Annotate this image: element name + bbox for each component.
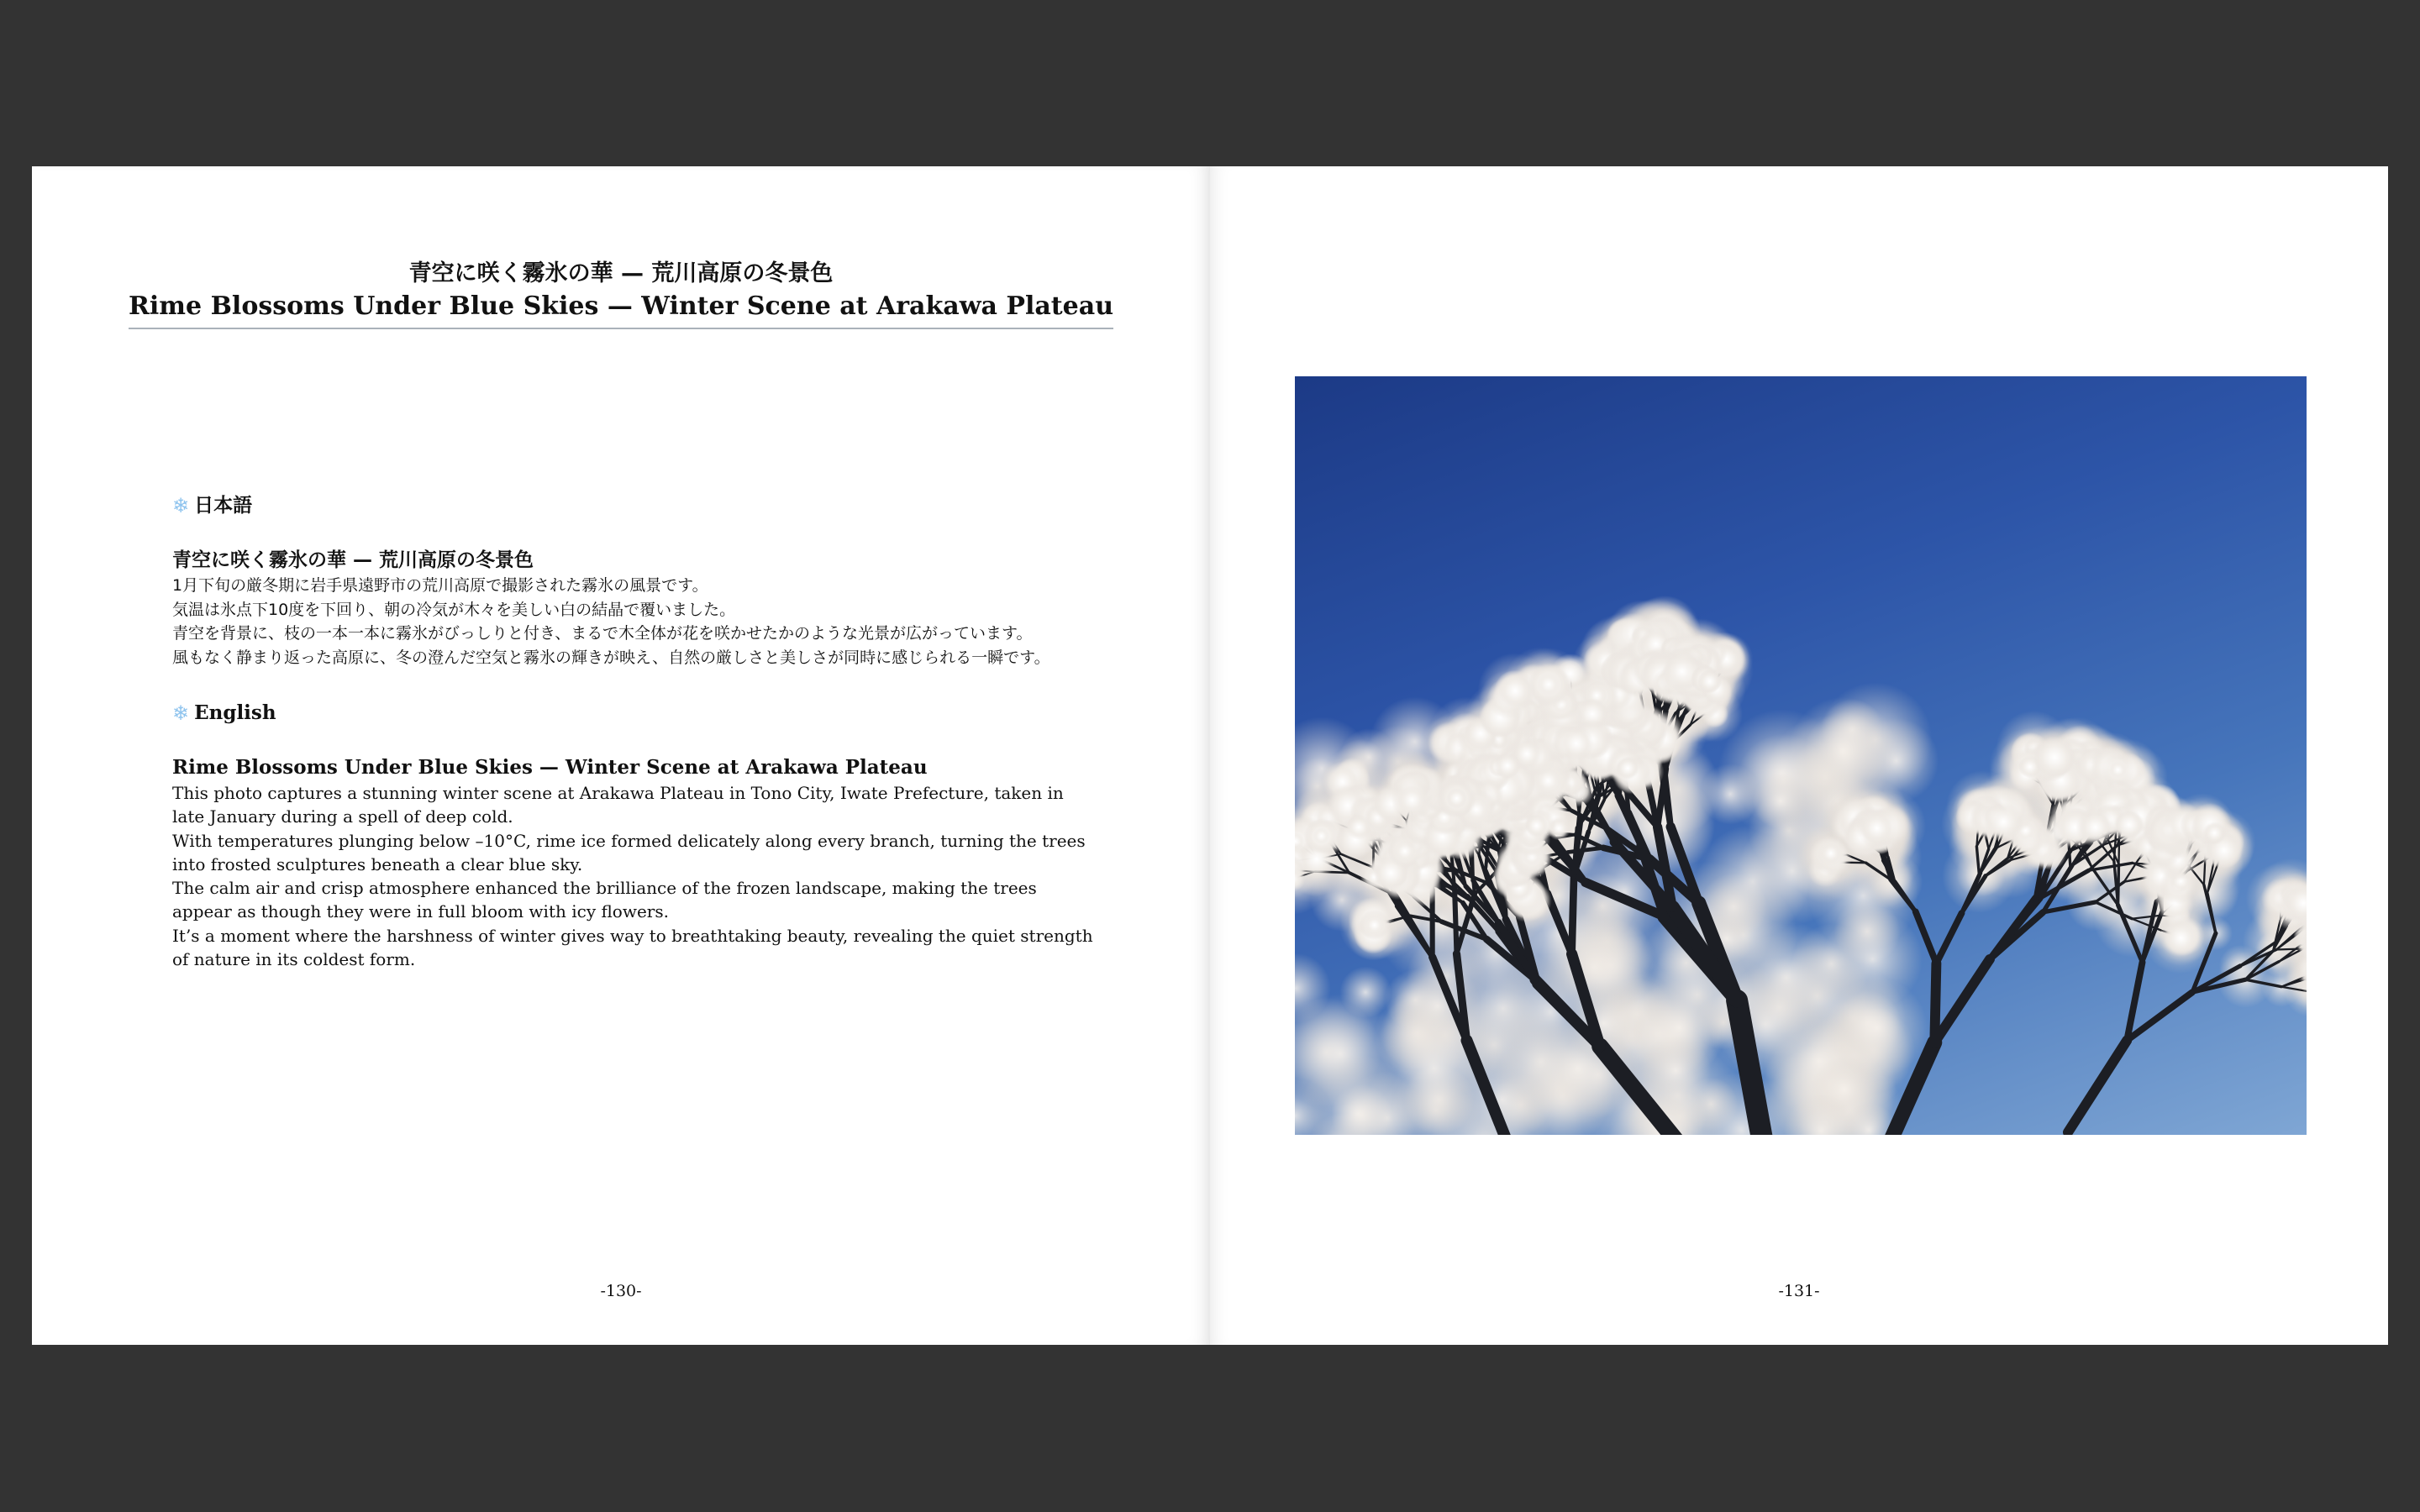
right-page <box>1210 166 2388 1345</box>
paragraph-ja: 青空を背景に、枝の一本一本に霧氷がびっしりと付き、まるで木全体が花を咲かせたかのような光景が広がっています。 <box>172 624 1033 643</box>
paragraph-en: This photo captures a stunning winter scene at Arakawa Plateau in Tono City, Iwate Prefecture, taken in late January during a spell of deep cold. <box>172 783 1064 827</box>
book-spread <box>32 166 2388 1345</box>
subtitle-en: Rime Blossoms Under Blue Skies — Winter Scene at Arakawa Plateau <box>172 756 928 779</box>
title-block <box>32 257 1210 329</box>
page-number-left: -130- <box>600 1282 642 1300</box>
section-gap <box>172 669 1097 700</box>
paragraph-en: With temperatures plunging below –10°C, rime ice formed delicately along every branch, turning the trees into frosted sculptures beneath a clear blue sky. <box>172 830 1086 874</box>
paragraphs-en <box>172 781 1097 971</box>
snowflake-icon: ❄ <box>172 701 190 725</box>
page-title-ja: 青空に咲く霧氷の華 — 荒川高原の冬景色 <box>408 260 834 286</box>
paragraphs-ja <box>172 574 1097 669</box>
section-heading-ja <box>172 492 1097 519</box>
page-body <box>172 492 1097 971</box>
page-title-en: Rime Blossoms Under Blue Skies — Winter Scene at Arakawa Plateau <box>128 291 1114 321</box>
section-heading-ja-label: 日本語 <box>194 495 253 517</box>
left-page <box>32 166 1210 1345</box>
snowflake-icon: ❄ <box>172 494 190 517</box>
frosted-tree-photo <box>1295 376 2307 1135</box>
paragraph-en: It’s a moment where the harshness of winter gives way to breathtaking beauty, revealing the quiet strength of nature in its coldest form. <box>172 925 1093 970</box>
subtitle-ja: 青空に咲く霧氷の華 — 荒川高原の冬景色 <box>172 549 534 571</box>
section-heading-en-label: English <box>194 701 276 724</box>
paragraph-ja: 気温は氷点下10度を下回り、朝の冷気が木々を美しい白の結晶で覆いました。 <box>172 600 736 619</box>
paragraph-ja: 1月下旬の厳冬期に岩手県遠野市の荒川高原で撮影された霧氷の風景です。 <box>172 576 708 595</box>
paragraph-en: The calm air and crisp atmosphere enhanced the brilliance of the frozen landscape, making the trees appear as though they were in full bloom with icy flowers. <box>172 878 1037 922</box>
page-number-right: -131- <box>1778 1282 1820 1300</box>
frosted-tree-illustration <box>1295 376 2307 1135</box>
paragraph-ja: 風もなく静まり返った高原に、冬の澄んだ空気と霧氷の輝きが映え、自然の厳しさと美しさが同時に感じられる一瞬です。 <box>172 648 1050 667</box>
section-heading-en <box>172 700 1097 727</box>
page-title-underline <box>129 291 1113 329</box>
